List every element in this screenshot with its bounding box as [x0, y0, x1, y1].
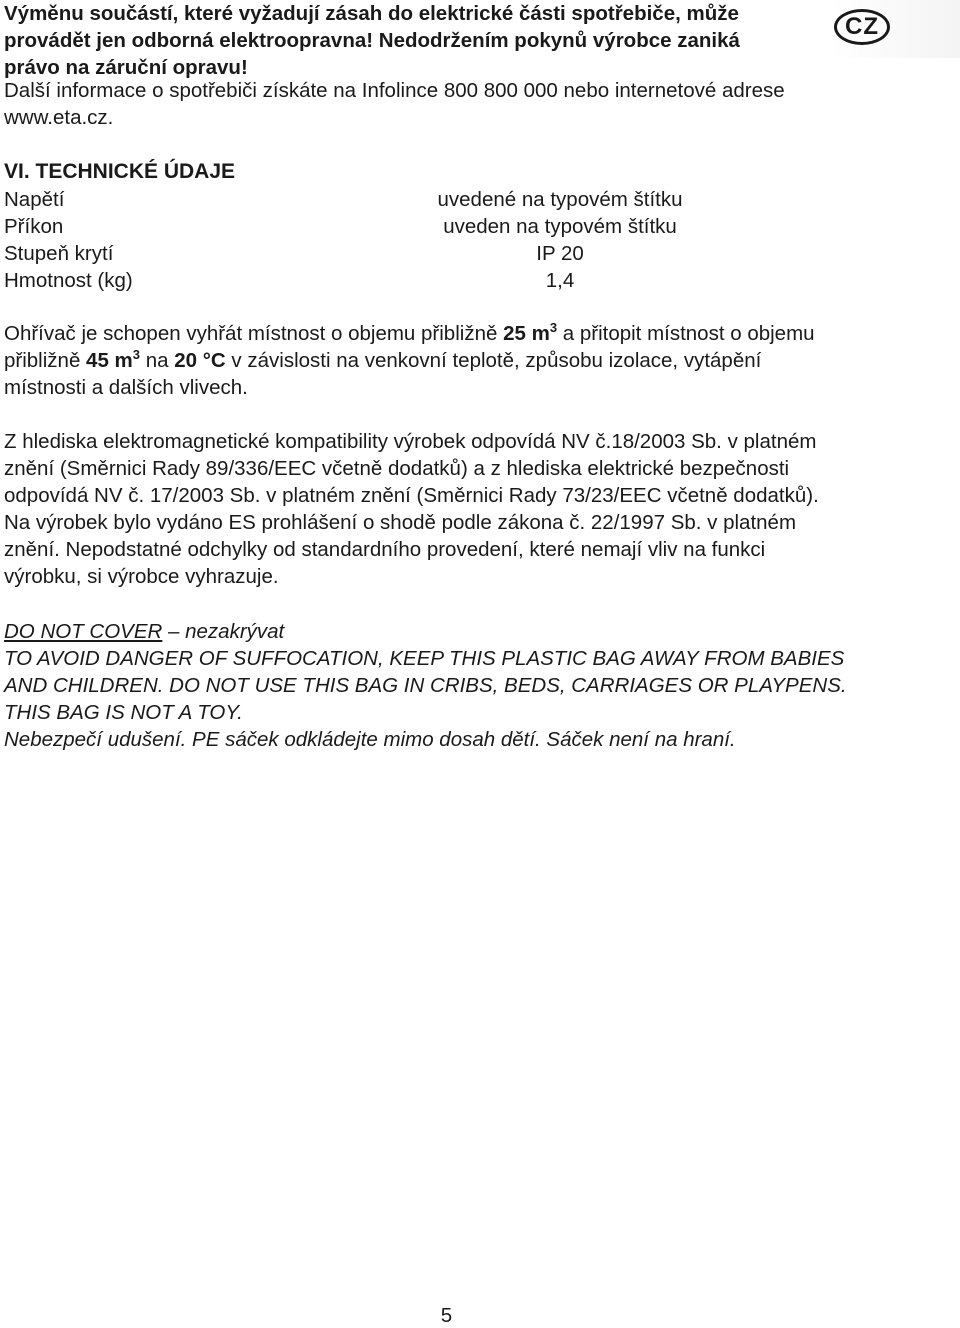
compliance-line: Z hlediska elektromagnetické kompatibility výrobek odpovídá NV č.18/2003 Sb. v platném — [4, 430, 817, 453]
section-heading: VI. TECHNICKÉ ÚDAJE — [4, 160, 236, 183]
text: Ohřívač je schopen vyhřát místnost o objemu přibližně — [4, 322, 504, 345]
text: – nezakrývat — [162, 620, 285, 643]
spec-row — [4, 267, 904, 294]
spec-label: Napětí — [4, 188, 65, 211]
text: na — [140, 349, 175, 372]
superscript: 3 — [549, 320, 558, 335]
info-line: Další informace o spotřebiči získáte na Infolince 800 800 000 nebo internetové adrese — [4, 79, 785, 102]
compliance-line: znění (Směrnici Rady 89/336/EEC včetně dodatků) a z hlediska elektrické bezpečnosti — [4, 457, 790, 480]
service-warning — [4, 0, 740, 81]
compliance-line: odpovídá NV č. 17/2003 Sb. v platném znění (Směrnici Rady 73/23/EEC včetně dodatků). — [4, 484, 819, 507]
bag-warning-line — [4, 618, 847, 645]
spec-value: uvedené na typovém štítku — [437, 188, 683, 211]
superscript: 3 — [132, 347, 141, 362]
language-badge-label: CZ — [834, 9, 890, 45]
heating-line — [4, 320, 815, 347]
compliance-paragraph — [4, 428, 819, 590]
bag-warning-line: TO AVOID DANGER OF SUFFOCATION, KEEP THIS PLASTIC BAG AWAY FROM BABIES — [4, 647, 845, 670]
spec-value: 1,4 — [545, 269, 575, 292]
info-line: www.eta.cz. — [4, 106, 114, 129]
text: v závislosti na venkovní teplotě, způsobu izolace, vytápění — [225, 349, 762, 372]
text: přibližně — [4, 349, 87, 372]
spec-row — [4, 213, 904, 240]
spec-value: uveden na typovém štítku — [443, 215, 677, 238]
spec-label: Příkon — [4, 215, 64, 238]
volume-value: 45 m — [86, 349, 133, 372]
heating-line: místnosti a dalších vlivech. — [4, 376, 248, 399]
warning-line: právo na záruční opravu! — [4, 56, 248, 79]
bag-warning-line: Nebezpečí udušení. PE sáček odkládejte mimo dosah dětí. Sáček není na hraní. — [4, 728, 736, 751]
text: DO NOT COVER — [4, 620, 163, 643]
language-badge — [830, 0, 960, 58]
compliance-line: znění. Nepodstatné odchylky od standardního provedení, které nemají vliv na funkci — [4, 538, 766, 561]
spec-label: Hmotnost (kg) — [4, 269, 133, 292]
warning-line: Výměnu součástí, které vyžadují zásah do elektrické části spotřebiče, může — [4, 2, 739, 25]
temperature-value: 20 °C — [174, 349, 226, 372]
spec-label: Stupeň krytí — [4, 242, 114, 265]
plastic-bag-warning — [4, 618, 847, 753]
compliance-line: Na výrobek bylo vydáno ES prohlášení o shodě podle zákona č. 22/1997 Sb. v platném — [4, 511, 797, 534]
warning-line: provádět jen odborná elektroopravna! Nedodržením pokynů výrobce zaniká — [4, 29, 740, 52]
text: a přitopit místnost o objemu — [557, 322, 815, 345]
spec-table — [4, 186, 904, 294]
compliance-line: výrobku, si výrobce vyhrazuje. — [4, 565, 279, 588]
spec-value: IP 20 — [536, 242, 584, 265]
page-number: 5 — [440, 1304, 453, 1327]
bag-warning-line: AND CHILDREN. DO NOT USE THIS BAG IN CRIBS, BEDS, CARRIAGES OR PLAYPENS. — [4, 674, 847, 697]
volume-value: 25 m — [503, 322, 550, 345]
spec-row — [4, 240, 904, 267]
heating-line — [4, 347, 815, 374]
heating-paragraph — [4, 320, 815, 401]
bag-warning-line: THIS BAG IS NOT A TOY. — [4, 701, 243, 724]
spec-row — [4, 186, 904, 213]
info-paragraph — [4, 77, 785, 131]
